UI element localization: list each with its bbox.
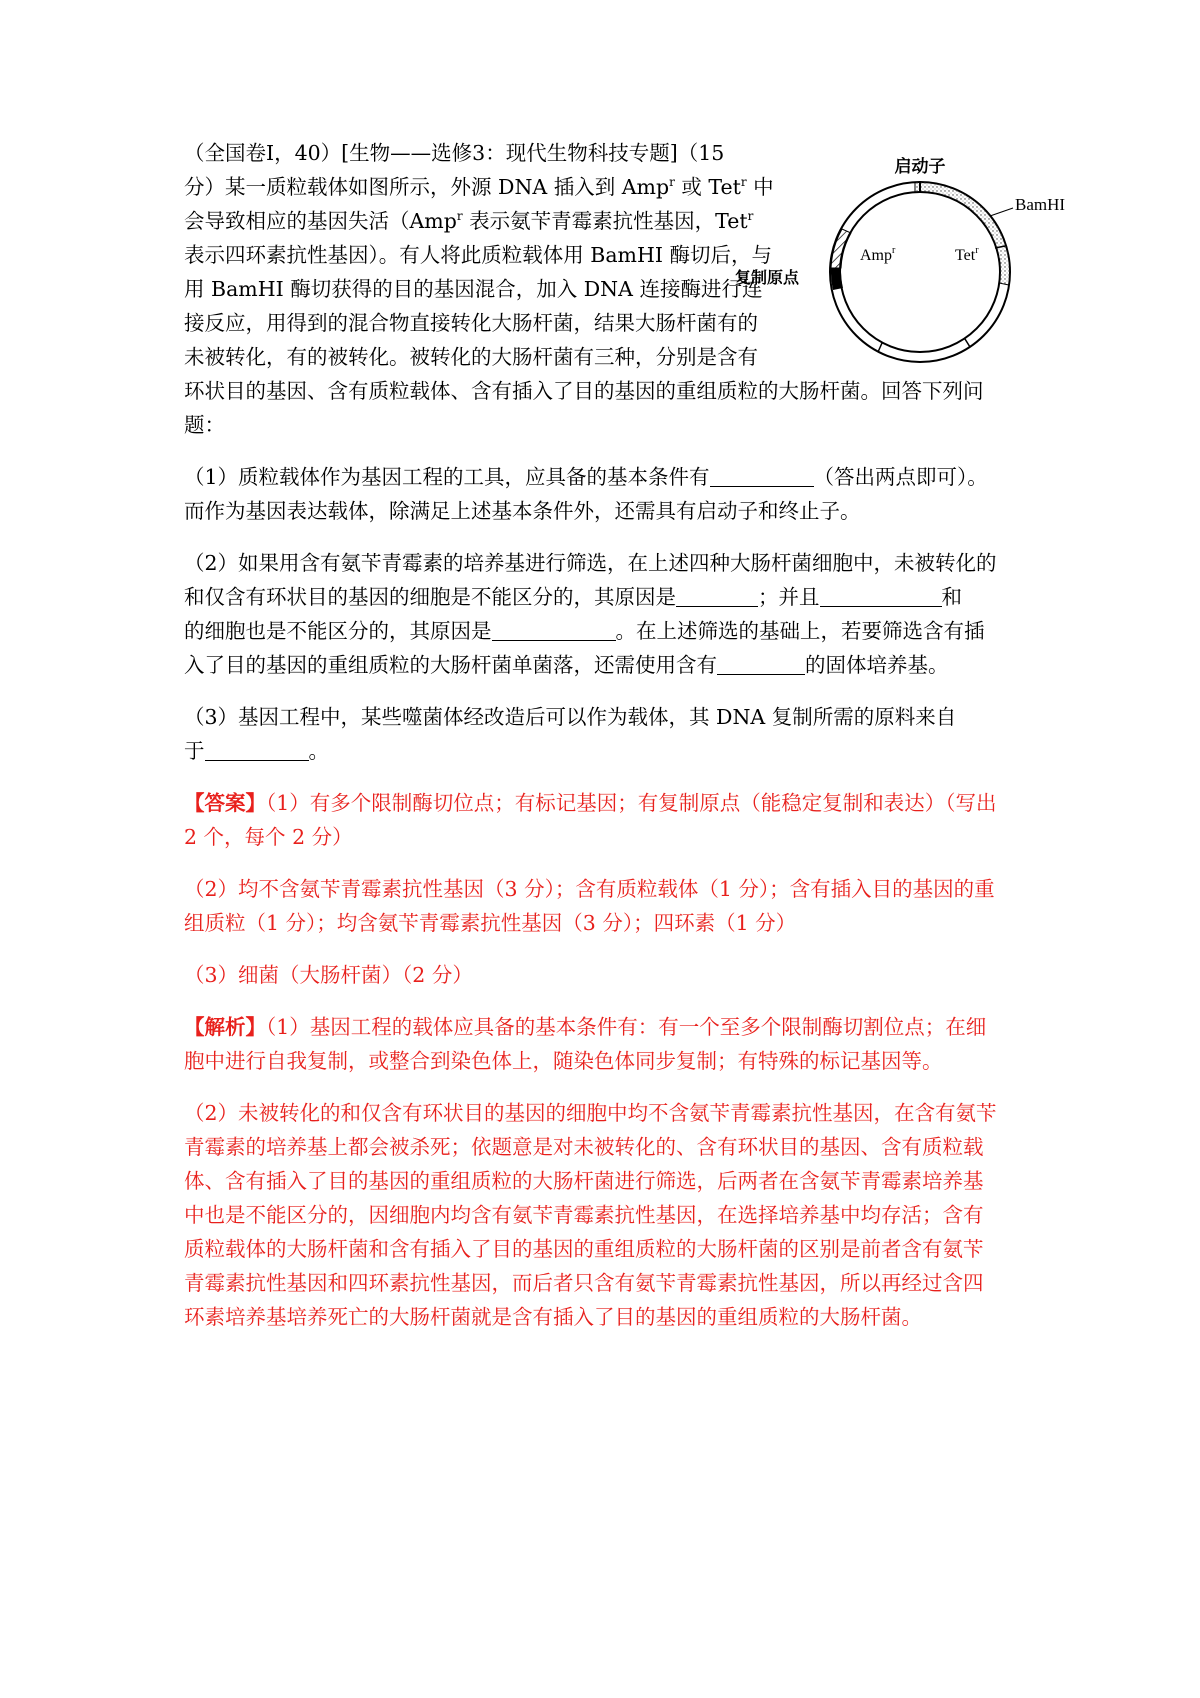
- answer-line-4: 组质粒（1 分）；均含氨苄青霉素抗性基因（3 分）；四环素（1 分）: [184, 911, 797, 935]
- question-line-9: 题：: [184, 413, 225, 437]
- segment-tick: [965, 339, 970, 347]
- answer-line-1: 【答案】（1）有多个限制酶切位点；有标记基因；有复制原点（能稳定复制和表达）（写出: [184, 791, 997, 815]
- answer-blank: [710, 464, 814, 487]
- question-line-8: 环状目的基因、含有质粒载体、含有插入了目的基因的重组质粒的大肠杆菌。回答下列问: [184, 379, 984, 403]
- analysis-p2-line-3: 体、含有插入了目的基因的重组质粒的大肠杆菌进行筛选，后两者在含氨苄青霉素培养基: [184, 1169, 984, 1193]
- q2-line-1: （2）如果用含有氨苄青霉素的培养基进行筛选，在上述四种大肠杆菌细胞中，未被转化的: [184, 551, 997, 575]
- analysis-label: 【解析】: [184, 1015, 266, 1039]
- answer-blank: [820, 584, 942, 607]
- plasmid-diagram: [735, 150, 1140, 390]
- q2-line-4: 入了目的基因的重组质粒的大肠杆菌单菌落，还需使用含有 的固体培养基。: [184, 653, 949, 677]
- analysis-p2-line-4: 中也是不能区分的，因细胞内均含有氨苄青霉素抗性基因，在选择培养基中均存活；含有: [184, 1203, 984, 1227]
- question-line-2: 分）某一质粒载体如图所示，外源 DNA 插入到 Amp$^r$ 或 Tet$^r$ 中: [184, 175, 774, 199]
- bamhi-leader: [990, 208, 1013, 216]
- origin-label: 复制原点: [735, 268, 800, 287]
- answer-blank: [717, 652, 805, 675]
- answer-line-2: 2 个，每个 2 分）: [184, 825, 353, 849]
- tet-gene-region: [915, 182, 1010, 285]
- answer-blank: [492, 618, 616, 641]
- analysis-p2-line-7: 环素培养基培养死亡的大肠杆菌就是含有插入了目的基因的重组质粒的大肠杆菌。: [184, 1305, 922, 1329]
- analysis-p2-line-2: 青霉素的培养基上都会被杀死；依题意是对未被转化的、含有环状目的基因、含有质粒载: [184, 1135, 984, 1159]
- q1-line-1: （1）质粒载体作为基因工程的工具，应具备的基本条件有 （答出两点即可）。: [184, 465, 988, 489]
- analysis-p2-line-6: 青霉素抗性基因和四环素抗性基因，而后者只含有氨苄青霉素抗性基因，所以再经过含四: [184, 1271, 984, 1295]
- q2-line-3: 的细胞也是不能区分的，其原因是 。在上述筛选的基础上，若要筛选含有插: [184, 619, 985, 643]
- question-line-4: 表示四环素抗性基因）。有人将此质粒载体用 BamHI 酶切后，与: [184, 243, 772, 267]
- origin-block: [831, 268, 843, 290]
- question-line-7: 未被转化，有的被转化。被转化的大肠杆菌有三种，分别是含有: [184, 345, 758, 369]
- question-line-5: 用 BamHI 酶切获得的目的基因混合，加入 DNA 连接酶进行连: [184, 277, 763, 301]
- answer-blank: [205, 738, 309, 761]
- amp-gene-region: [831, 229, 851, 268]
- analysis-line-2: 胞中进行自我复制，或整合到染色体上，随染色体同步复制；有特殊的标记基因等。: [184, 1049, 943, 1073]
- answer-line-5: （3）细菌（大肠杆菌）（2 分）: [184, 963, 473, 987]
- answer-label: 【答案】: [184, 791, 266, 815]
- q3-line-2: 于 。: [184, 739, 329, 763]
- segment-tick: [878, 343, 882, 352]
- promoter-label: 启动子: [894, 157, 946, 177]
- answer-blank: [676, 584, 758, 607]
- question-line-1: （全国卷Ⅰ，40）[生物——选修3：现代生物科技专题]（15: [184, 141, 725, 165]
- analysis-p2-line-5: 质粒载体的大肠杆菌和含有插入了目的基因的重组质粒的大肠杆菌的区别是前者含有氨苄: [184, 1237, 984, 1261]
- analysis-p2-line-1: （2）未被转化的和仅含有环状目的基因的细胞中均不含氨苄青霉素抗性基因，在含有氨苄: [184, 1101, 997, 1125]
- answer-line-3: （2）均不含氨苄青霉素抗性基因（3 分）；含有质粒载体（1 分）；含有插入目的基因的重: [184, 877, 995, 901]
- q3-line-1: （3）基因工程中，某些噬菌体经改造后可以作为载体，其 DNA 复制所需的原料来自: [184, 705, 957, 729]
- plasmid-inner-ring: [840, 192, 1000, 352]
- question-line-6: 接反应，用得到的混合物直接转化大肠杆菌，结果大肠杆菌有的: [184, 311, 758, 335]
- amp-label: Amp$^r$: [860, 245, 896, 264]
- tet-label: Tet$^r$: [955, 245, 979, 264]
- q2-line-2: 和仅含有环状目的基因的细胞是不能区分的，其原因是 ；并且 和: [184, 585, 962, 609]
- question-line-3: 会导致相应的基因失活（Amp$^r$ 表示氨苄青霉素抗性基因，Tet$^r$: [184, 209, 754, 233]
- analysis-line-1: 【解析】（1）基因工程的载体应具备的基本条件有：有一个至多个限制酶切割位点；在细: [184, 1015, 987, 1039]
- q1-line-2: 而作为基因表达载体，除满足上述基本条件外，还需具有启动子和终止子。: [184, 499, 861, 523]
- bamhi-label: BamHI: [1015, 195, 1066, 214]
